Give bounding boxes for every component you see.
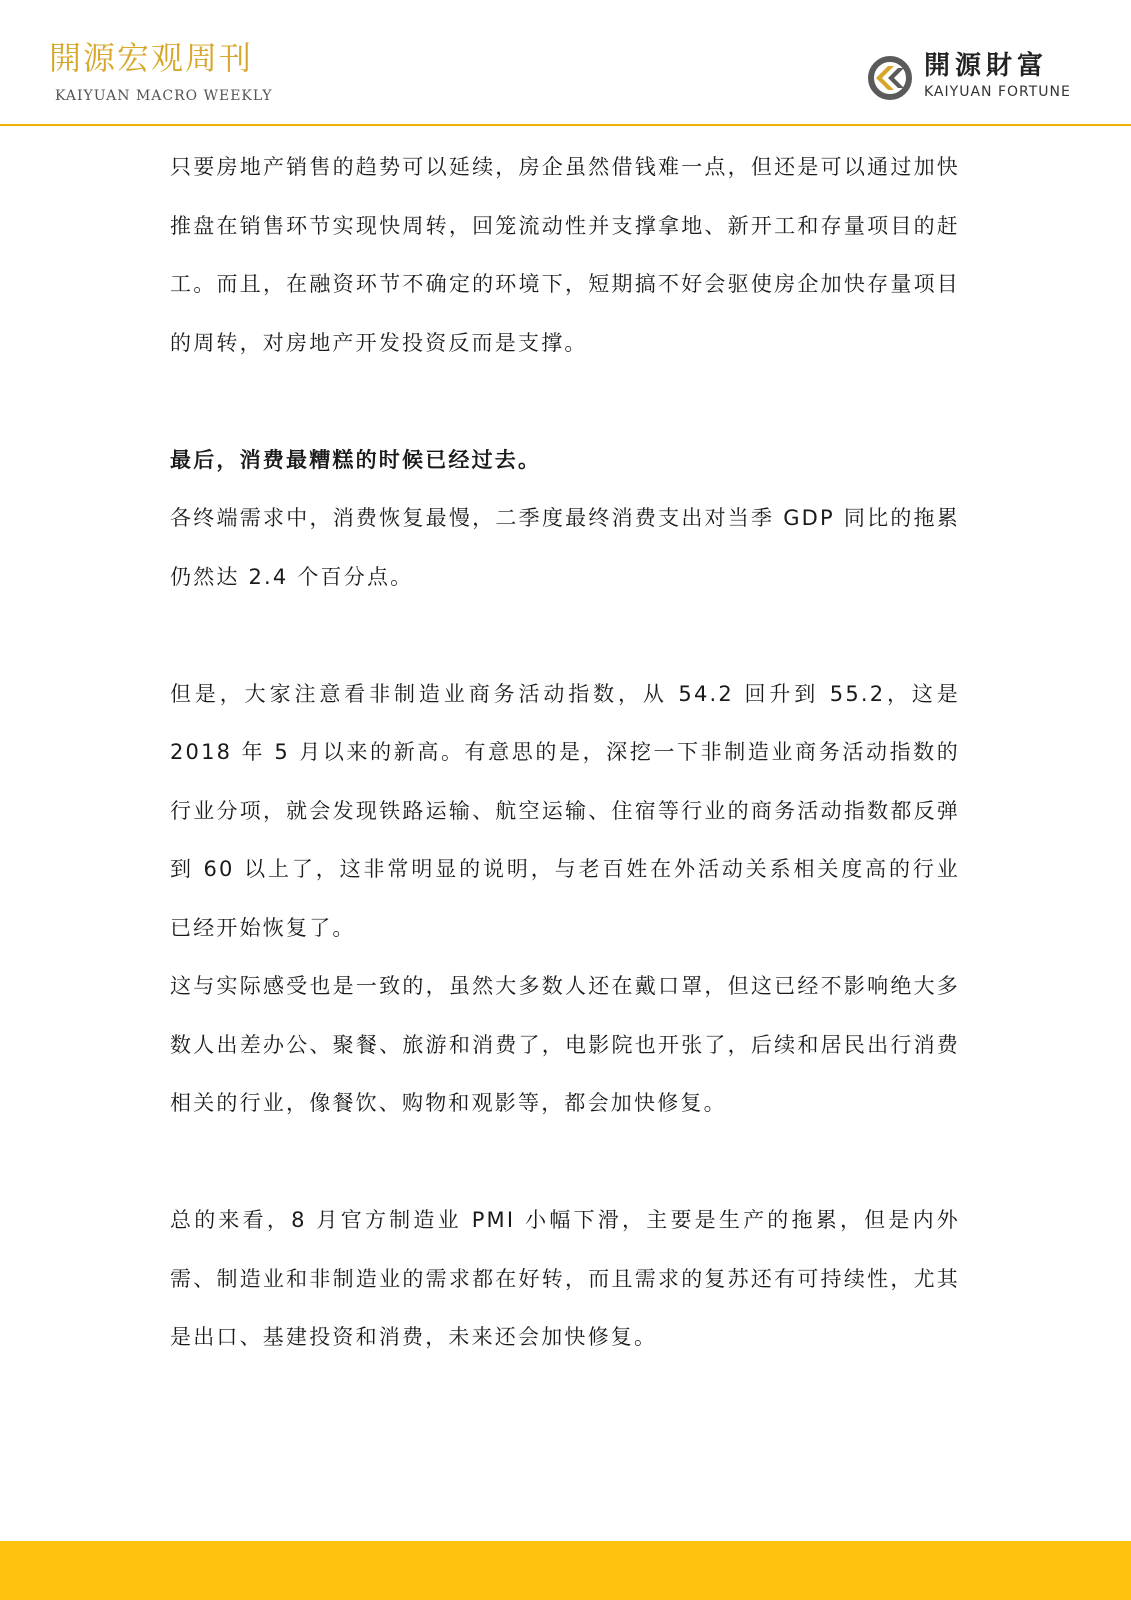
paragraph-consumption: 各终端需求中，消费恢复最慢，二季度最终消费支出对当季 GDP 同比的拖累仍然达 2.4 个百分点。 <box>170 506 960 589</box>
publication-title: 開源宏观周刊 <box>49 39 254 77</box>
kaiyuan-fortune-logo <box>866 50 1096 106</box>
logo-name-en: KAIYUAN FORTUNE <box>924 84 1071 100</box>
paragraph-gap <box>170 1133 960 1192</box>
section-heading-consumption: 最后，消费最糟糕的时候已经过去。 <box>170 447 542 472</box>
page-header <box>0 0 1131 126</box>
publication-subtitle: KAIYUAN MACRO WEEKLY <box>55 88 273 104</box>
logo-name-cn: 開源財富 <box>924 51 1049 81</box>
paragraph-non-manufacturing: 但是，大家注意看非制造业商务活动指数，从 54.2 回升到 55.2，这是 2018 年 5 月以来的新高。有意思的是，深挖一下非制造业商务活动指数的行业分项，就会发现铁路运输、航空运输、住宿等行业的商务活动指数都反弹到 60 以上了，这非常明显的说明，与老百姓在外活动关系相关度高的行业已经开始恢复了。 <box>170 681 960 940</box>
header-divider <box>0 124 1131 126</box>
paragraph-real-estate: 只要房地产销售的趋势可以延续，房企虽然借钱难一点，但还是可以通过加快推盘在销售环节实现快周转，回笼流动性并支撑拿地、新开工和存量项目的赶工。而且，在融资环节不确定的环境下，短期搞不好会驱使房企加快存量项目的周转，对房地产开发投资反而是支撑。 <box>170 155 960 355</box>
kaiyuan-logo-icon <box>866 54 914 102</box>
paragraph-gap <box>170 372 960 431</box>
article-body <box>170 138 960 1367</box>
paragraph-summary: 总的来看，8 月官方制造业 PMI 小幅下滑，主要是生产的拖累，但是内外需、制造业和非制造业的需求都在好转，而且需求的复苏还有可持续性，尤其是出口、基建投资和消费，未来还会加快修复。 <box>170 1208 960 1349</box>
paragraph-gap <box>170 606 960 665</box>
footer-bar <box>0 1541 1131 1600</box>
paragraph-actual-experience: 这与实际感受也是一致的，虽然大多数人还在戴口罩，但这已经不影响绝大多数人出差办公、聚餐、旅游和消费了，电影院也开张了，后续和居民出行消费相关的行业，像餐饮、购物和观影等，都会加快修复。 <box>170 974 960 1115</box>
